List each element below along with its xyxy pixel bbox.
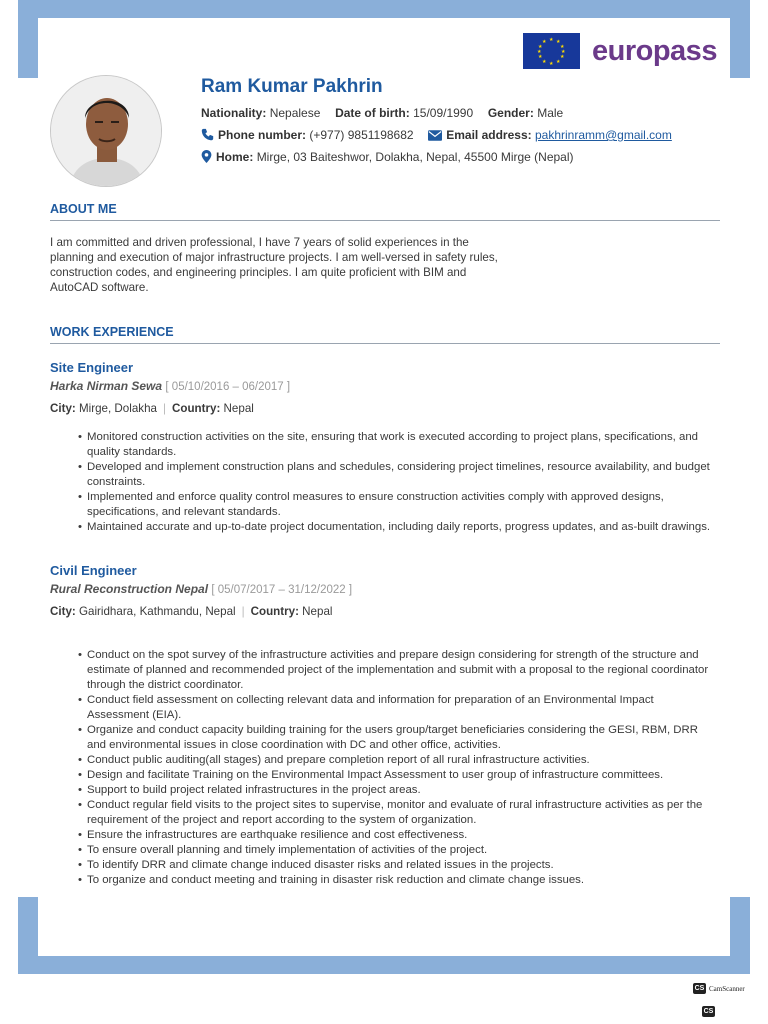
gender-value: Male bbox=[537, 106, 564, 120]
job-location-line: City: Mirge, Dolakha | Country: Nepal bbox=[50, 402, 254, 415]
about-me-heading: ABOUT ME bbox=[50, 202, 117, 216]
logo-text: europass bbox=[592, 34, 717, 67]
job-title: Site Engineer bbox=[50, 360, 134, 375]
about-me-text: I am committed and driven professional, I have 7 years of solid experiences in the planning and execution of major infrastructure projects. I am well-versed in safety rules, construction codes, and engineering principles. I am quite proficient with BIM and AutoCAD software. bbox=[50, 236, 498, 294]
europass-logo bbox=[523, 33, 717, 69]
list-item: • Support to build project related infrastructures in the project areas. bbox=[78, 783, 718, 798]
country-value: Nepal bbox=[223, 402, 254, 415]
home-value: Mirge, 03 Baiteshwor, Dolakha, Nepal, 45500 Mirge (Nepal) bbox=[256, 150, 574, 164]
address-line bbox=[201, 150, 574, 164]
list-item: • Maintained accurate and up-to-date project documentation, including daily reports, progress updates, and as-built drawings. bbox=[78, 520, 718, 535]
contact-line bbox=[201, 128, 672, 142]
list-item: • To identify DRR and climate change induced disaster risks and related issues in the projects. bbox=[78, 858, 718, 873]
dob-value: 15/09/1990 bbox=[413, 106, 474, 120]
city-value: Gairidhara, Kathmandu, Nepal bbox=[79, 605, 236, 618]
job-dates: [ 05/10/2016 – 06/2017 ] bbox=[165, 381, 291, 393]
nationality-label: Nationality: bbox=[201, 106, 267, 120]
camscanner-mark bbox=[702, 1006, 715, 1017]
eu-flag-icon: ★ ★ ★ ★ ★ ★ ★ ★ ★ ★ ★ ★ bbox=[523, 33, 580, 69]
list-item: • Conduct on the spot survey of the infrastructure activities and prepare design considering for strength of the structure and estimate of planned and recommended project of the implementation and submit with a proposal to the regional coordinator through the district coordinator. bbox=[78, 648, 718, 693]
work-experience-divider bbox=[50, 343, 720, 344]
list-item: • Conduct public auditing(all stages) and prepare completion report of all rural infrastructure activities. bbox=[78, 753, 718, 768]
personal-info-line bbox=[201, 106, 563, 120]
nationality-value: Nepalese bbox=[269, 106, 321, 120]
home-label: Home: bbox=[216, 150, 254, 164]
phone-value: (+977) 9851198682 bbox=[309, 128, 414, 142]
employer-name: Rural Reconstruction Nepal bbox=[50, 582, 209, 596]
dob-label: Date of birth: bbox=[335, 106, 410, 120]
city-label: City: bbox=[50, 402, 76, 415]
list-item: • Monitored construction activities on the site, ensuring that work is executed according to project plans, specifications, and quality standards. bbox=[78, 430, 718, 460]
city-label: City: bbox=[50, 605, 76, 618]
job-duties-list bbox=[78, 430, 718, 535]
phone-label: Phone number: bbox=[218, 128, 307, 142]
email-icon bbox=[428, 130, 442, 141]
country-label: Country: bbox=[172, 402, 221, 415]
country-value: Nepal bbox=[302, 605, 333, 618]
list-item: • Ensure the infrastructures are earthquake resilience and cost effectiveness. bbox=[78, 828, 718, 843]
email-link[interactable]: pakhrinramm@gmail.com bbox=[534, 128, 672, 142]
phone-icon bbox=[201, 128, 214, 141]
job-employer-line bbox=[50, 379, 290, 393]
about-me-divider bbox=[50, 220, 720, 221]
person-photo-icon bbox=[51, 76, 162, 187]
employer-name: Harka Nirman Sewa bbox=[50, 379, 163, 393]
list-item: • Design and facilitate Training on the Environmental Impact Assessment to user group of infrastructure committees. bbox=[78, 768, 718, 783]
camscanner-badge-icon: CS bbox=[703, 1008, 714, 1015]
list-item: • To ensure overall planning and timely implementation of activities of the project. bbox=[78, 843, 718, 858]
job-title: Civil Engineer bbox=[50, 563, 137, 578]
location-pin-icon bbox=[201, 150, 212, 163]
list-item: • Implemented and enforce quality control measures to ensure construction activities comply with approved designs, specifications, and relevant standards. bbox=[78, 490, 718, 520]
work-experience-heading: WORK EXPERIENCE bbox=[50, 325, 174, 339]
camscanner-badge-icon: CS bbox=[694, 985, 705, 992]
list-item: • Conduct regular field visits to the project sites to supervise, monitor and evaluate of rural infrastructure activities as per the requirement of the project and report according to the system of organization. bbox=[78, 798, 718, 828]
camscanner-text: CamScanner bbox=[709, 984, 745, 993]
job-duties-list bbox=[78, 648, 718, 888]
list-item: • Organize and conduct capacity building training for the users group/target beneficiaries considering the GESI, RBM, DRR and environmental issues in close coordination with DC and other office, activities. bbox=[78, 723, 718, 753]
list-item: • Developed and implement construction plans and schedules, considering project timelines, resource availability, and budget constraints. bbox=[78, 460, 718, 490]
list-item: • Conduct field assessment on collecting relevant data and information for preparation of an Environmental Impact Assessment (EIA). bbox=[78, 693, 718, 723]
job-location-line: City: Gairidhara, Kathmandu, Nepal | Country: Nepal bbox=[50, 605, 333, 618]
job-employer-line bbox=[50, 582, 352, 596]
candidate-name: Ram Kumar Pakhrin bbox=[201, 76, 383, 97]
list-item: • To organize and conduct meeting and training in disaster risk reduction and climate change issues. bbox=[78, 873, 718, 888]
email-label: Email address: bbox=[446, 128, 532, 142]
job-dates: [ 05/07/2017 – 31/12/2022 ] bbox=[211, 584, 353, 596]
gender-label: Gender: bbox=[487, 106, 534, 120]
profile-photo bbox=[50, 75, 162, 187]
camscanner-watermark bbox=[693, 983, 745, 994]
city-value: Mirge, Dolakha bbox=[79, 402, 157, 415]
country-label: Country: bbox=[250, 605, 299, 618]
